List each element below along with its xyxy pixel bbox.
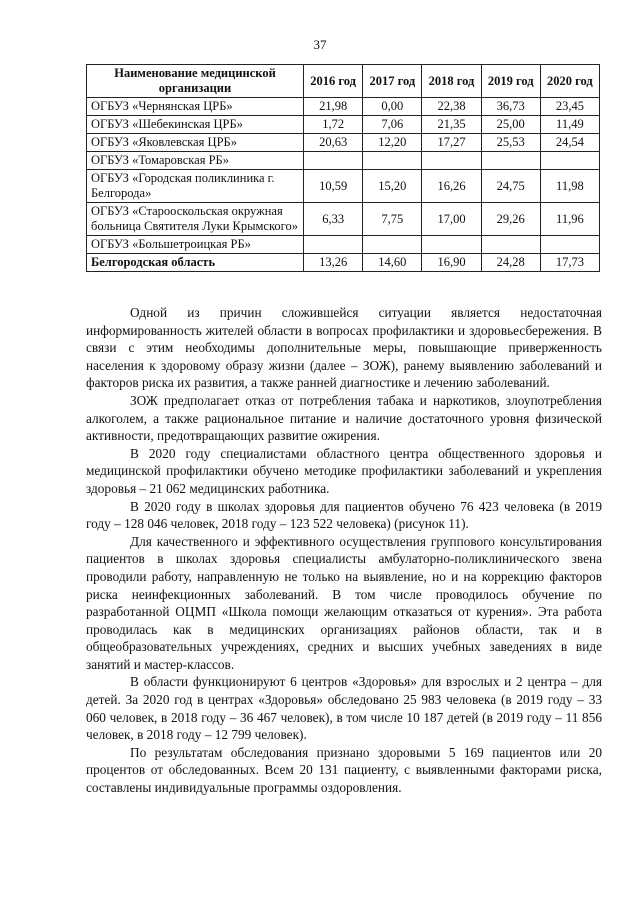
- region-name-cell: Белгородская область: [87, 254, 304, 272]
- value-cell: 11,96: [540, 203, 599, 236]
- value-cell: 14,60: [363, 254, 422, 272]
- paragraph: ЗОЖ предполагает отказ от потребления табака и наркотиков, злоупотребления алкоголем, а также рациональное питание и наличие достаточного уровня физической активности, предотвращающих развитие ожирения.: [86, 392, 602, 444]
- value-cell: [363, 152, 422, 170]
- value-cell: [481, 152, 540, 170]
- value-cell: 15,20: [363, 170, 422, 203]
- value-cell: 24,54: [540, 134, 599, 152]
- paragraph: В 2020 году специалистами областного центра общественного здоровья и медицинской профилактики обучено методике профилактики заболеваний и укрепления здоровья – 21 062 медицинских работника.: [86, 445, 602, 496]
- table-row: [87, 203, 600, 236]
- paragraph: Одной из причин сложившейся ситуации является недостаточная информированность жителей области в вопросах профилактики и здоровьесбережения. В связи с этим необходимы дополнительные меры, повышающие приверженность населения к здоровому образу жизни (далее – ЗОЖ), ранему выявлению заболеваний и факторов риска их развития, а также ранней диагностике и лечению заболеваний.: [86, 305, 602, 391]
- value-cell: 13,26: [304, 254, 363, 272]
- column-header-year: 2020 год: [540, 65, 599, 98]
- value-cell: 17,73: [540, 254, 599, 272]
- statistics-table: [86, 64, 600, 272]
- value-cell: 36,73: [481, 98, 540, 116]
- table-row: [87, 116, 600, 134]
- paragraph: Для качественного и эффективного осуществления группового консультирования пациентов в школах здоровья специалисты амбулаторно-поликлинического звена проводили работу, направленную не только на выявление, но и на коррекцию факторов риска неинфекционных заболеваний. В том числе проводилось обучение по разработанной ОЦМП «Школа помощи желающим отказаться от курения». Эта работа проводилась как в медицинских организациях районов области, так и в общеобразовательных учреждениях, средних и высших учебных заведениях в виде занятий и мастер-классов.: [86, 533, 602, 672]
- organization-name-cell: ОГБУЗ «Шебекинская ЦРБ»: [87, 116, 304, 134]
- column-header-year: 2018 год: [422, 65, 481, 98]
- value-cell: [540, 236, 599, 254]
- table-body: [87, 98, 600, 272]
- value-cell: 6,33: [304, 203, 363, 236]
- table-row: [87, 152, 600, 170]
- value-cell: 12,20: [363, 134, 422, 152]
- value-cell: 16,90: [422, 254, 481, 272]
- value-cell: 7,06: [363, 116, 422, 134]
- value-cell: 20,63: [304, 134, 363, 152]
- value-cell: 17,27: [422, 134, 481, 152]
- column-header-year: 2017 год: [363, 65, 422, 98]
- table-header-row: [87, 65, 600, 98]
- organization-name-cell: ОГБУЗ «Большетроицкая РБ»: [87, 236, 304, 254]
- table-total-row: [87, 254, 600, 272]
- value-cell: 11,98: [540, 170, 599, 203]
- value-cell: 1,72: [304, 116, 363, 134]
- value-cell: 24,28: [481, 254, 540, 272]
- value-cell: 24,75: [481, 170, 540, 203]
- value-cell: 25,00: [481, 116, 540, 134]
- organization-name-cell: ОГБУЗ «Городская поликлиника г. Белгорода»: [87, 170, 304, 203]
- table-row: [87, 98, 600, 116]
- organization-name-cell: ОГБУЗ «Яковлевская ЦРБ»: [87, 134, 304, 152]
- value-cell: 21,35: [422, 116, 481, 134]
- value-cell: 0,00: [363, 98, 422, 116]
- value-cell: 22,38: [422, 98, 481, 116]
- body-text: [86, 304, 602, 797]
- value-cell: 16,26: [422, 170, 481, 203]
- value-cell: [540, 152, 599, 170]
- column-header-year: 2016 год: [304, 65, 363, 98]
- organization-name-cell: ОГБУЗ «Старооскольская окружная больница Святителя Луки Крымского»: [87, 203, 304, 236]
- value-cell: 17,00: [422, 203, 481, 236]
- value-cell: 7,75: [363, 203, 422, 236]
- value-cell: 29,26: [481, 203, 540, 236]
- column-header-year: 2019 год: [481, 65, 540, 98]
- paragraph: По результатам обследования признано здоровыми 5 169 пациентов или 20 процентов от обследованных. Всем 20 131 пациенту, с выявленными факторами риска, составлены индивидуальные программы оздоровления.: [86, 744, 602, 796]
- organization-name-cell: ОГБУЗ «Чернянская ЦРБ»: [87, 98, 304, 116]
- value-cell: [304, 152, 363, 170]
- value-cell: 25,53: [481, 134, 540, 152]
- value-cell: [363, 236, 422, 254]
- value-cell: 23,45: [540, 98, 599, 116]
- value-cell: [422, 236, 481, 254]
- column-header-organization: Наименование медицинской организации: [87, 65, 304, 98]
- value-cell: 21,98: [304, 98, 363, 116]
- value-cell: [304, 236, 363, 254]
- paragraph: В области функционируют 6 центров «Здоровья» для взрослых и 2 центра – для детей. За 2020 год в центрах «Здоровья» обследовано 25 983 человека (в 2019 году – 33 060 человек, в 2018 году – 36 467 человек), в том числе 10 187 детей (в 2019 году – 11 856 человек, в 2018 году – 12 799 человек).: [86, 674, 602, 743]
- paragraph: В 2020 году в школах здоровья для пациентов обучено 76 423 человека (в 2019 году – 128 046 человек, 2018 году – 123 522 человека) (рисунок 11).: [86, 498, 602, 532]
- table-row: [87, 134, 600, 152]
- table-row: [87, 236, 600, 254]
- value-cell: 10,59: [304, 170, 363, 203]
- table-row: [87, 170, 600, 203]
- value-cell: 11,49: [540, 116, 599, 134]
- value-cell: [481, 236, 540, 254]
- value-cell: [422, 152, 481, 170]
- page-number: 37: [313, 37, 327, 52]
- organization-name-cell: ОГБУЗ «Томаровская РБ»: [87, 152, 304, 170]
